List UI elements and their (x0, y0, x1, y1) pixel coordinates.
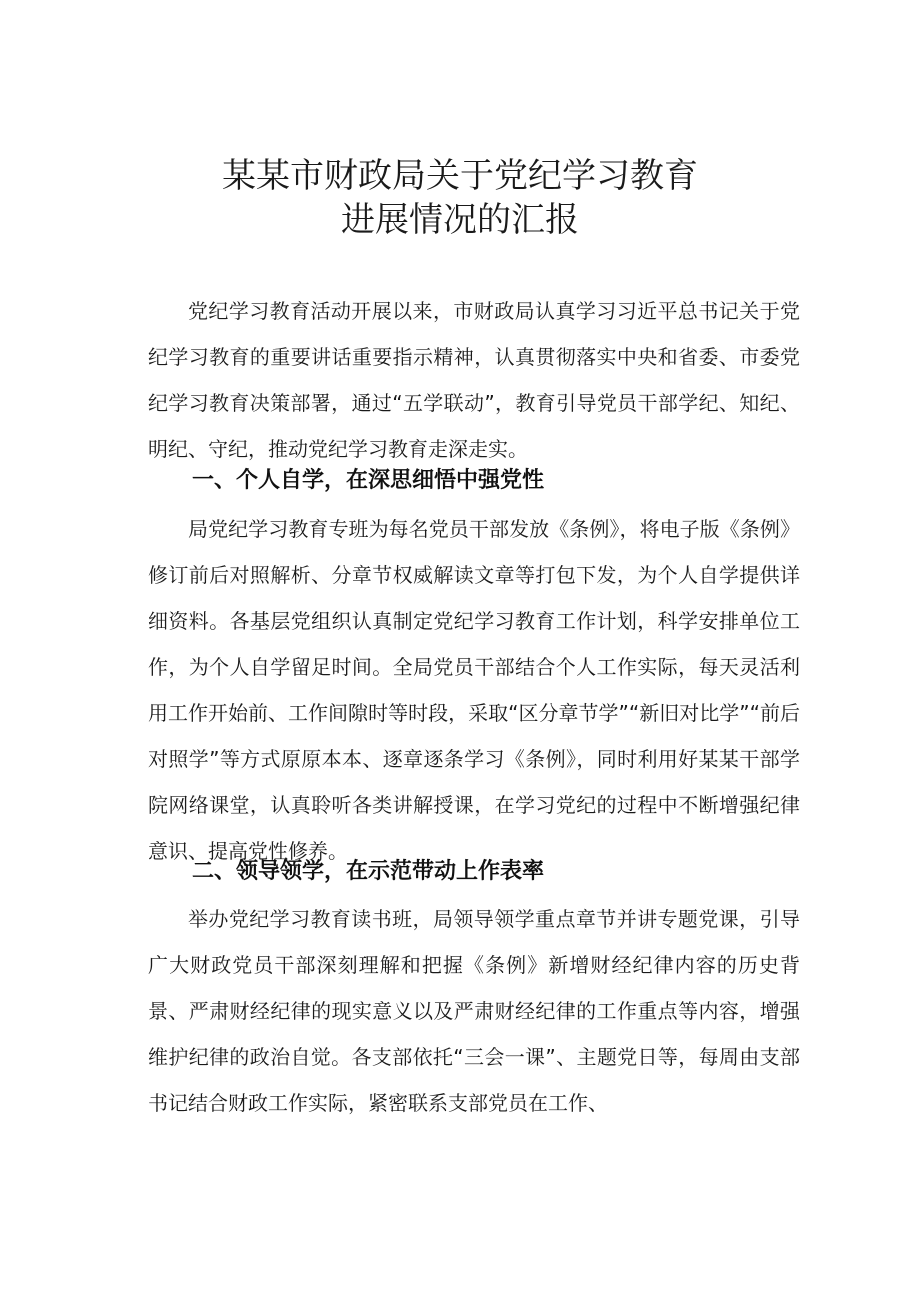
section-body-2: 举办党纪学习教育读书班，局领导领学重点章节并讲专题党课，引导广大财政党员干部深刻理解和把握《条例》新增财经纪律内容的历史背景、严肃财经纪律的现实意义以及严肃财经纪律的工作重点等内容，增强维护纪律的政治自觉。各支部依托“三会一课”、主题党日等，每周由支部书记结合财政工作实际，紧密联系支部党员在工作、 (148, 907, 800, 1115)
section-heading-1: 一、个人自学，在深思细悟中强党性 (192, 468, 545, 493)
section-body-1: 局党纪学习教育专班为每名党员干部发放《条例》，将电子版《条例》修订前后对照解析、分章节权威解读文章等打包下发，为个人自学提供详细资料。各基层党组织认真制定党纪学习教育工作计划，科学安排单位工作，为个人自学留足时间。全局党员干部结合个人工作实际，每天灵活利用工作开始前、工作间隙时等时段，采取“区分章节学”“新旧对比学”“前后对照学”等方式原原本本、逐章逐条学习《条例》，同时利用好某某干部学院网络课堂，认真聆听各类讲解授课，在学习党纪的过程中不断增强纪律意识、提高党性修养。 (148, 517, 800, 863)
section-heading-2: 二、领导领学，在示范带动上作表率 (192, 859, 545, 884)
document-title-line-2: 进展情况的汇报 (341, 200, 579, 240)
document-title-line-1: 某某市财政局关于党纪学习教育 (222, 156, 698, 196)
intro-paragraph: 党纪学习教育活动开展以来，市财政局认真学习习近平总书记关于党纪学习教育的重要讲话重要指示精神，认真贯彻落实中央和省委、市委党纪学习教育决策部署，通过“五学联动”，教育引导党员干部学纪、知纪、明纪、守纪，推动党纪学习教育走深走实。 (148, 299, 800, 461)
